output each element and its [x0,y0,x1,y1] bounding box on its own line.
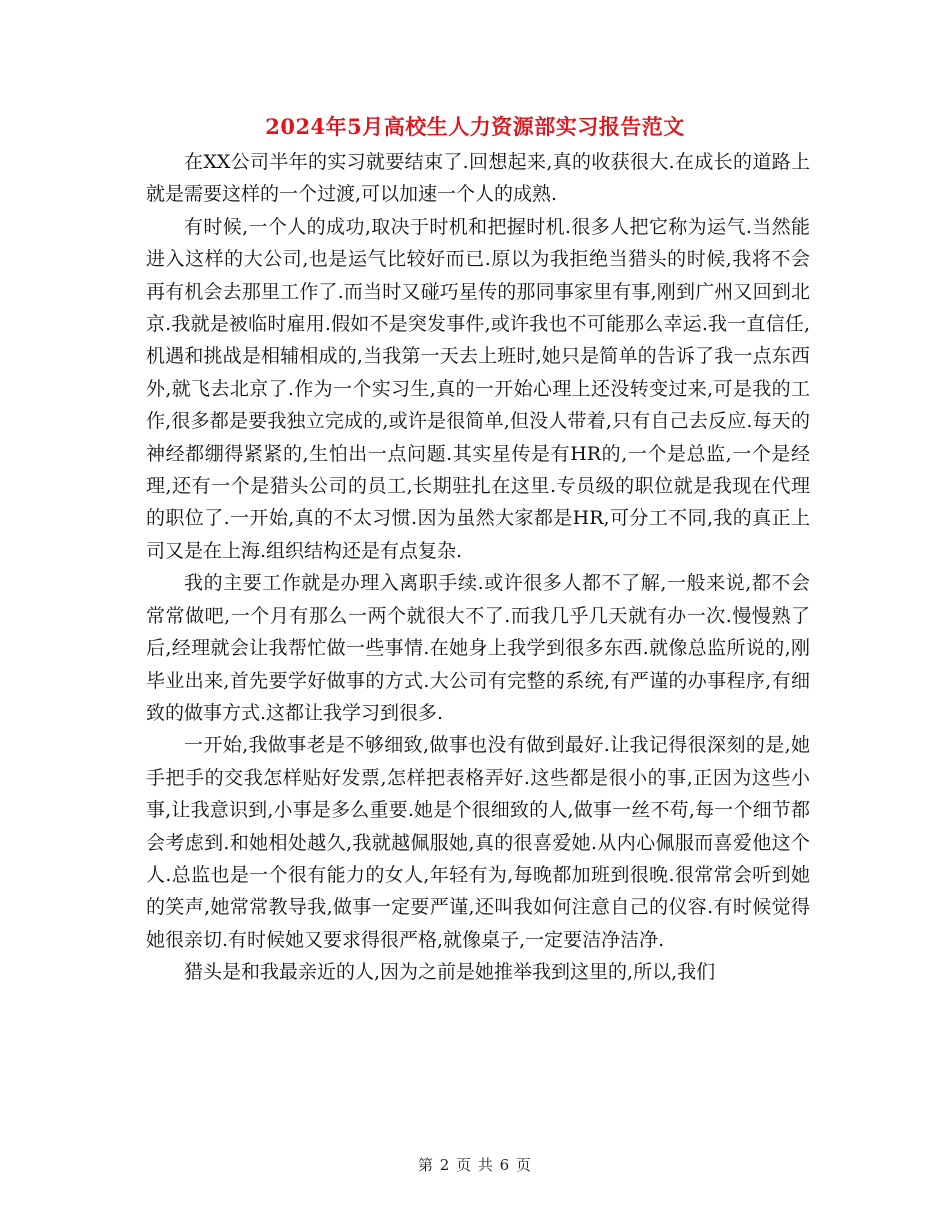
paragraph: 有时候,一个人的成功,取决于时机和把握时机.很多人把它称为运气.当然能进入这样的大公司,也是运气比较好而已.原以为我拒绝当猎头的时候,我将不会再有机会去那里工作了.而当时又碰巧星传的那同事家里有事,刚到广州又回到北京.我就是被临时雇用.假如不是突发事件,或许我也不可能那么幸运.我一直信任,机遇和挑战是相辅相成的,当我第一天去上班时,她只是简单的告诉了我一点东西外,就飞去北京了.作为一个实习生,真的一开始心理上还没转变过来,可是我的工作,很多都是要我独立完成的,或许是很简单,但没人带着,只有自己去反应.每天的神经都绷得紧紧的,生怕出一点问题.其实星传是有HR的,一个是总监,一个是经理,还有一个是猎头公司的员工,长期驻扎在这里.专员级的职位就是我现在代理的职位了.一开始,真的不太习惯.因为虽然大家都是HR,可分工不同,我的真正上司又是在上海.组织结构还是有点复杂. [146,215,810,562]
document-title: 2024年5月高校生人力资源部实习报告范文 [265,114,685,139]
paragraph: 猎头是和我最亲近的人,因为之前是她推举我到这里的,所以,我们 [184,961,716,984]
page-number-footer: 第 2 页 共 6 页 [418,1156,532,1174]
paragraph: 在XX公司半年的实习就要结束了.回想起来,真的收获很大.在成长的道路上就是需要这样的一个过渡,可以加速一个人的成熟. [146,151,810,206]
document-body [146,146,810,989]
paragraph: 一开始,我做事老是不够细致,做事也没有做到最好.让我记得很深刻的是,她手把手的交我怎样贴好发票,怎样把表格弄好.这些都是很小的事,正因为这些小事,让我意识到,小事是多么重要.她是个很细致的人,做事一丝不苟,每一个细节都会考虑到.和她相处越久,我就越佩服她,真的很喜爱她.从内心佩服而喜爱他这个人.总监也是一个很有能力的女人,年轻有为,每晚都加班到很晚.很常常会听到她的笑声,她常常教导我,做事一定要严谨,还叫我如何注意自己的仪容.有时候觉得她很亲切.有时候她又要求得很严格,就像桌子,一定要洁净洁净. [146,734,810,951]
paragraph: 我的主要工作就是办理入离职手续.或许很多人都不了解,一般来说,都不会常常做吧,一个月有那么一两个就很大不了.而我几乎几天就有办一次.慢慢熟了后,经理就会让我帮忙做一些事情.在她身上我学到很多东西.就像总监所说的,刚毕业出来,首先要学好做事的方式.大公司有完整的系统,有严谨的办事程序,有细致的做事方式.这都让我学习到很多. [146,572,810,724]
